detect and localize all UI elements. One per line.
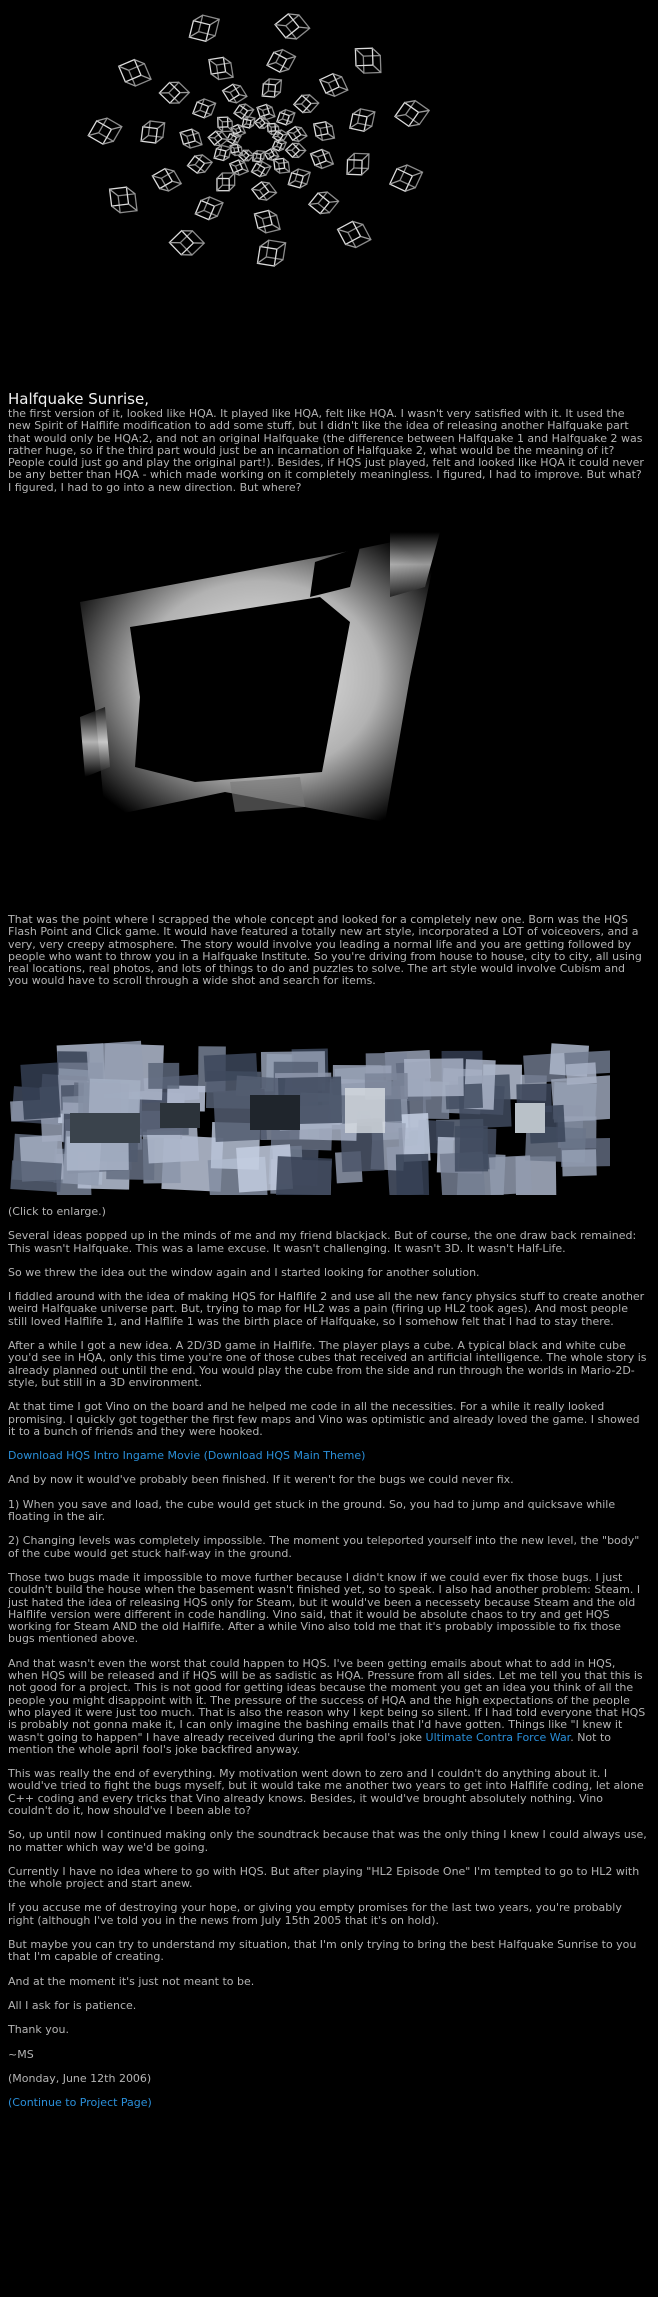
cube-shape [187,152,212,177]
cube-shape [88,114,122,148]
glowing-room-image [60,527,450,837]
page-title: Halfquake Sunrise, [8,390,149,408]
steam-paragraph: Those two bugs made it impossible to move further because I didn't know if we could ever fix those bugs. I just couldn't build the house when the basement wasn't finished yet, so to speak. I also had another problem: Steam. I just hated the idea of releasing HQS only for Steam, but it would've been a necessety because Steam and the old Halflife version were different in code handling. Vino said, that it would be absolute chaos to try and get HQS working for Steam AND the old Halflife. After a while Vino also told me that it's probably impossible to fix those bugs mentioned above. [8,1570,641,1646]
cube-shape [294,91,319,116]
cube-shape [110,186,137,213]
post-date: (Monday, June 12th 2006) [8,2071,152,2085]
cube-shape [218,117,233,132]
cube-shape [311,148,334,171]
cube-shape [350,107,375,132]
soundtrack-paragraph: So, up until now I continued making only the soundtrack because that was the only thing I knew I could always use, no matter which way we'd be going. [8,1828,647,1854]
cube-shape [217,173,235,191]
panorama-collage-image[interactable] [10,1033,610,1195]
download-theme-link[interactable]: (Download HQS Main Theme) [203,1449,366,1463]
bug-two-paragraph: 2) Changing levels was completely impossible. The moment you teleported yourself into the new level, the "body" of the cube would get stuck half-way in the ground. [8,1534,640,1560]
cube-shape [119,57,151,89]
photo-tile [396,1154,429,1195]
photo-tile [20,1062,60,1119]
cube-shape [251,159,270,178]
photo-tile [148,1063,179,1089]
cube-shape [180,128,202,150]
cube-shape [254,209,280,235]
cube-shape [214,144,231,161]
cube-shape [253,150,265,162]
downloads-line [8,1450,648,1462]
cube-shape [395,96,429,130]
cube-shape [390,162,423,195]
cube-paragraph: After a while I got a new idea. A 2D/3D game in Halflife. The player plays a cube. A typical black and white cube you'd see in HQA, only this time you're one of those cubes that received an artificial intelligence. The whole story is already planned out until the end. You would play the cube from the side and run through the worlds in Mario-2D-style, but still in a 3D environment. [8,1339,647,1389]
signature: ~MS [8,2047,34,2061]
download-movie-link[interactable]: Download HQS Intro Ingame Movie [8,1449,201,1463]
ultimate-contra-force-war-link[interactable]: Ultimate Contra Force War [425,1730,571,1744]
cube-shape [257,239,285,267]
cube-shape [152,165,181,194]
photo-tile [10,1160,62,1192]
cube-shape [288,167,310,189]
cube-shape [252,179,277,204]
cube-shape [234,102,254,122]
photo-tile [566,1062,597,1084]
bugs-paragraph: And by now it would've probably been finished. If it weren't for the bugs we could never fix. [8,1473,514,1487]
click-to-enlarge-caption: (Click to enlarge.) [8,1205,106,1218]
photo-tile [489,1155,532,1195]
cube-shape [230,144,242,156]
cube-shape [223,81,247,105]
end-paragraph: This was really the end of everything. My motivation went down to zero and I couldn't do anything about it. I would've tried to fight the bugs myself, but it would take me another two years to get into Halflife coding, let alone C++ coding and every tricks that Vino already knows. Besides, it would've brought absolutely nothing. Vino couldn't do it, how should've I been able to? [8,1767,644,1817]
hl2-paragraph: I fiddled around with the idea of making HQS for Halflife 2 and use all the new fancy physics stuff to create another weird Halfquake universe part. But, trying to map for HL2 was a pain (firing up HL2 took ages). And most people still loved Halflife 1, and Halflife 1 was the birth place of Halfquake, so I somehow felt that I had to stay there. [8,1290,645,1328]
cube-shape [262,78,281,97]
bug-one-paragraph: 1) When you save and load, the cube would get stuck in the ground. So, you had to jump and quicksave while floating in the air. [8,1497,616,1524]
cube-shape [286,140,306,160]
cube-shape [267,47,296,76]
cube-shape [320,71,348,99]
understand-paragraph: But maybe you can try to understand my situation, that I'm only trying to bring the best Halfquake Sunrise to you that I'm capable of creating. [8,1938,637,1964]
cube-shape [274,158,290,174]
cube-shape [287,124,307,144]
episode-paragraph: Currently I have no idea where to go with HQS. But after playing "HL2 Episode One" I'm tempted to go to HL2 with the whole project and start anew. [8,1864,640,1891]
photo-tile [455,1126,488,1172]
intro-paragraph: the first version of it, looked like HQA. It played like HQA, felt like HQA. I wasn't very satisfied with it. It used the new Spirit of Halflife modification to add some stuff, but I didn't like the idea of releasing another Halfquake part that would only be HQA:2, and not an original Halfquake (the difference between Halfquake 1 and Halfquake 2 was rather huge, so if the third part would just be an incarnation of Halfquake 2, what would be the meaning of it? People could just go and play the original part!). Besides, if HQS just played, felt and looked like HQA it could never be any better than HQA - which made working on it completely meaningless. I figured, I had to improve. But what? I figured, I had to go into a new direction. But where? [8,407,644,494]
cube-shape [275,9,310,44]
thanks-paragraph: Thank you. [8,2023,69,2037]
cube-logo-image [0,0,658,375]
photo-tile [404,1058,464,1096]
cube-shape [195,194,223,222]
photo-tile [562,1149,597,1176]
story-section [8,1206,648,2121]
cube-shape [169,225,204,260]
emails-paragraph [8,1658,648,1756]
cube-shape [268,123,279,134]
moment-paragraph: And at the moment it's just not meant to be. [8,1974,255,1988]
cube-shape [309,188,339,218]
cube-shape [159,78,189,108]
cube-shape [347,153,369,175]
cube-shape [193,97,216,120]
emails-text: And that wasn't even the worst that could happen to HQS. I've been getting emails about what to add in HQS, when HQS will be released and if HQS will be as sadistic as HQA. Pressure from all sides. Let me tell you that this is not good for a project. This is not good for getting ideas because the moment you get an idea you think of all the people you might disappoint with it. The pressure of the success of HQA and the high expectations of the people who played it were just too much. That is also the reason why I kept being so silent. If I had told everyone that HQS is probably not gonna make it, I can only imagine the bashing emails that I'd have gotten. Things like "I knew it wasn't going to happen" I have already received during the april fool's joke [8,1656,646,1744]
threw-paragraph: So we threw the idea out the window again and I started looking for another solution. [8,1265,480,1279]
flashpoint-paragraph: That was the point where I scrapped the whole concept and looked for a completely new one. Born was the HQS Flash Point and Click game. It would have featured a totally new art style, incorporated a LOT of voiceovers, and a very, very creepy atmosphere. The story would involve you leading a normal life and you are getting followed by people who want to throw you in a Halfquake Institute. So you're driving from house to house, city to city, all using real locations, real photos, and lots of things to do and puzzles to solve. The art style would involve Cubism and you would have to scroll through a wide shot and search for items. [8,913,642,988]
patience-paragraph: All I ask for is patience. [8,1998,137,2012]
cube-shape [189,13,219,43]
photo-tile [275,1156,332,1195]
emails-text-end: . Not to mention the whole april fool's joke backfired anyway. [8,1730,612,1756]
cube-shape [338,218,371,251]
vino-paragraph: At that time I got Vino on the board and he helped me code in all the necessities. For a while it really looked promising. I quickly got together the first few maps and Vino was optimistic and already loved the game. I showed it to a bunch of friends and they were hooked. [8,1400,640,1438]
cube-shape [141,120,165,144]
cube-shape [209,56,233,80]
continue-to-project-page-link[interactable]: (Continue to Project Page) [8,2096,152,2110]
cube-shape [277,108,295,126]
accuse-paragraph: If you accuse me of destroying your hope, or giving you empty promises for the last two years, you're probably right (although I've told you in the news from July 15th 2005 that it's on hold). [8,1901,622,1927]
cube-shape [355,48,380,73]
cube-shape [314,121,335,142]
blackjack-paragraph: Several ideas popped up in the minds of me and my friend blackjack. But of course, the one draw back remained: This wasn't Halfquake. This was a lame excuse. It wasn't challenging. It wasn't 3D. It wasn't Half-Life. [8,1229,637,1255]
